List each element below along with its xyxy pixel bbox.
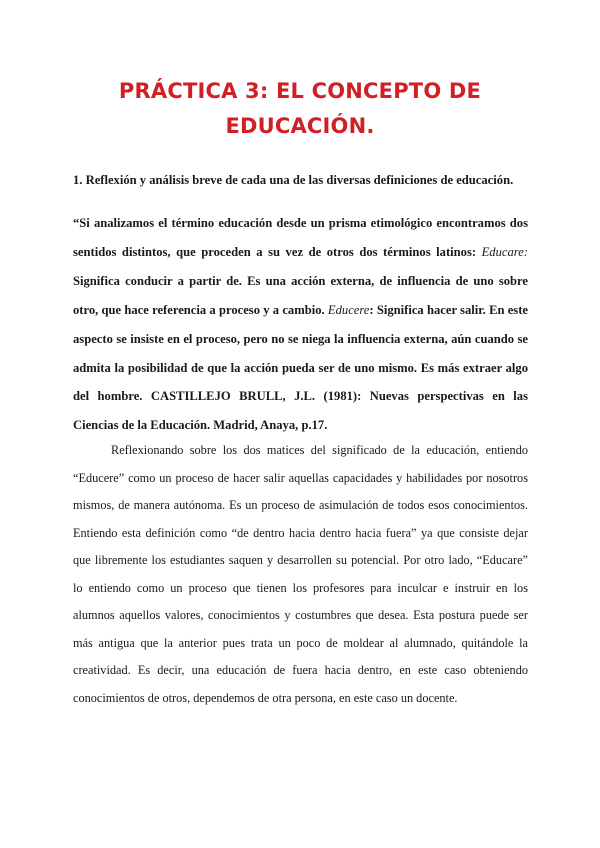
page-title	[0, 74, 600, 144]
quote-block	[73, 209, 528, 440]
quote-text-2: Significa conducir a partir de. Es una acción externa, de influencia de uno sobre otro, que hace referencia a proceso y a cambio.	[73, 273, 528, 317]
quote-text-3: : Significa hacer salir. En este aspecto se insiste en el proceso, pero no se niega la influencia externa, aún cuando se admita la posibilidad de que la acción pueda ser de uno mismo. Es más extraer algo del hombre. CASTILLEJO BRULL, J.L. (1981): Nuevas perspectivas en las Ciencias de la Educación. Madrid, Anaya, p.17.	[73, 302, 528, 433]
quote-text-1: “Si analizamos el término educación desde un prisma etimológico encontramos dos sentidos distintos, que proceden a su vez de otros dos términos latinos:	[73, 216, 528, 259]
quote-term-educere: Educere	[327, 302, 370, 317]
quote-term-educare: Educare:	[481, 244, 528, 259]
reflection-paragraph: Reflexionando sobre los dos matices del significado de la educación, entiendo “Educere” como un proceso de hacer salir aquellas capacidades y habilidades por nosotros mismos, de manera autónoma. Es un proceso de asimulación de todos esos conocimientos. Entiendo esta definición como “de dentro hacia dentro hacia fuera” ya que consiste dejar que libremente los estudiantes saquen y desarrollen su potencial. Por otro lado, “Educare” lo entiendo como un proceso que tienen los profesores para inculcar e instruir en los alumnos aquellos valores, conocimientos y costumbres que desea. Esta postura puede ser más antigua que la anterior pues trata un poco de moldear al alumnado, quitándole la creatividad. Es decir, una educación de fuera hacia dentro, en este caso obteniendo conocimientos de otros, dependemos de otra persona, en este caso un docente.	[73, 443, 528, 705]
title-line-2: EDUCACIÓN.	[225, 114, 375, 138]
title-line-1: PRÁCTICA 3: EL CONCEPTO DE	[118, 79, 482, 103]
section-heading: 1. Reflexión y análisis breve de cada una de las diversas definiciones de educación.	[73, 173, 514, 187]
